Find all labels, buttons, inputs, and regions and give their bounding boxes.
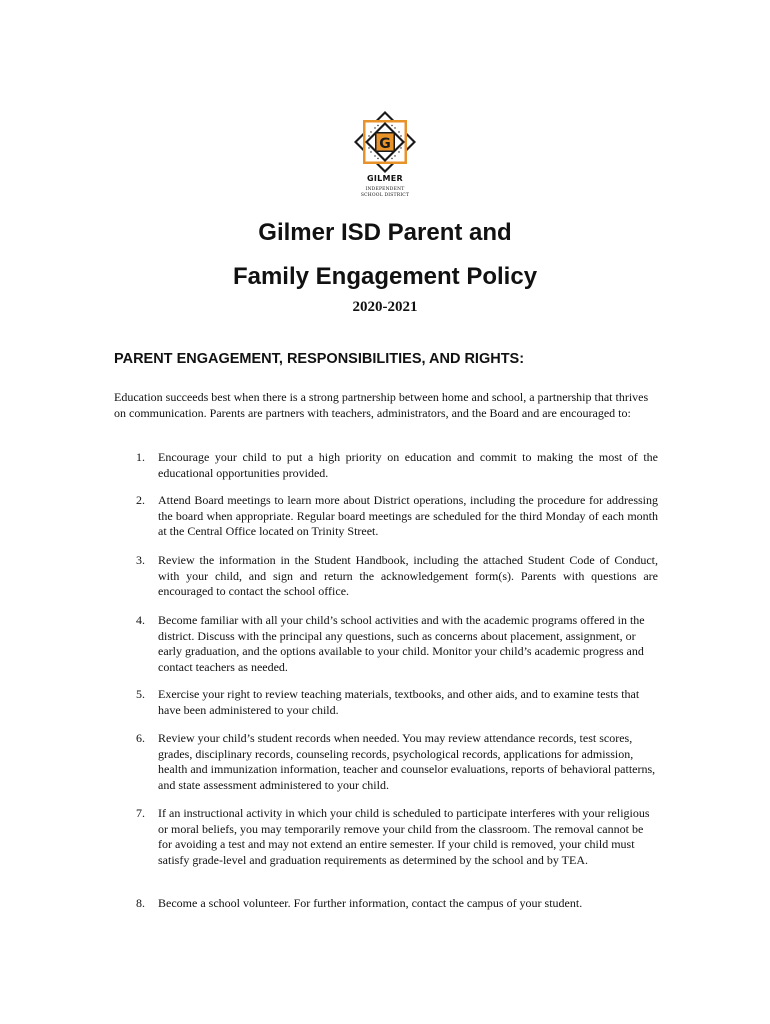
list-item	[114, 493, 658, 540]
list-item-number: 7.	[136, 806, 145, 820]
list-item-number: 6.	[136, 731, 145, 745]
list-item	[114, 553, 658, 600]
list-item-number: 2.	[136, 493, 145, 507]
list-item-text: Attend Board meetings to learn more about District operations, including the procedure for addressing the board when appropriate. Regular board meetings are scheduled for the third Monday of each month at the Central Office located on Trinity Street.	[158, 493, 658, 538]
list-item-text: Review your child’s student records when needed. You may review attendance records, test scores, grades, disciplinary records, counseling records, psychological records, applications for admission, health and immunization information, teacher and counselor evaluations, reports of behavioral patterns, and state assessment administered to your child.	[158, 731, 656, 792]
list-item	[114, 896, 658, 912]
list-item	[114, 806, 658, 868]
list-item	[114, 450, 658, 481]
list-item-number: 3.	[136, 553, 145, 567]
district-logo	[353, 110, 417, 200]
list-item-text: Encourage your child to put a high priority on education and commit to making the most of the educational opportunities provided.	[158, 450, 658, 480]
svg-text:G: G	[379, 136, 391, 152]
logo-name: GILMER	[366, 174, 404, 183]
list-item-text: Exercise your right to review teaching materials, textbooks, and other aids, and to examine tests that have been administered to your child.	[158, 687, 640, 717]
intro-paragraph: Education succeeds best when there is a strong partnership between home and school, a partnership that thrives on communication. Parents are partners with teachers, administrators, and the Board and are encouraged to:	[114, 390, 649, 420]
section-heading: PARENT ENGAGEMENT, RESPONSIBILITIES, AND RIGHTS:	[114, 351, 525, 367]
logo-subtitle-line2: SCHOOL DISTRICT	[360, 193, 410, 198]
list-item-number: 5.	[136, 687, 145, 701]
list-item-text: Review the information in the Student Handbook, including the attached Student Code of Conduct, with your child, and sign and return the acknowledgement form(s). Parents with questions are encouraged to contact the school office.	[158, 553, 658, 598]
list-item-number: 1.	[136, 450, 145, 464]
document-title-line2: Family Engagement Policy	[232, 263, 538, 290]
list-item	[114, 687, 658, 718]
logo-emblem-icon	[353, 110, 417, 174]
list-item	[114, 731, 658, 793]
school-year: 2020-2021	[352, 299, 418, 315]
list-item	[114, 613, 658, 675]
logo-subtitle-line1: INDEPENDENT	[365, 187, 405, 192]
list-item-text: Become a school volunteer. For further information, contact the campus of your student.	[158, 896, 583, 910]
list-item-text: Become familiar with all your child’s school activities and with the academic programs offered in the district. Discuss with the principal any questions, such as concerns about placement, assignment, or early graduation, and the options available to your child. Monitor your child’s academic progress and contact teachers as needed.	[158, 613, 645, 674]
list-item-number: 4.	[136, 613, 145, 627]
list-item-text: If an instructional activity in which your child is scheduled to participate interferes with your religious or moral beliefs, you may temporarily remove your child from the classroom. The removal cannot be for avoiding a test and may not extend an entire semester. If your child is removed, your child must satisfy grade-level and graduation requirements as determined by the school and by TEA.	[158, 806, 650, 867]
list-item-number: 8.	[136, 896, 145, 910]
document-title-line1: Gilmer ISD Parent and	[258, 219, 512, 246]
